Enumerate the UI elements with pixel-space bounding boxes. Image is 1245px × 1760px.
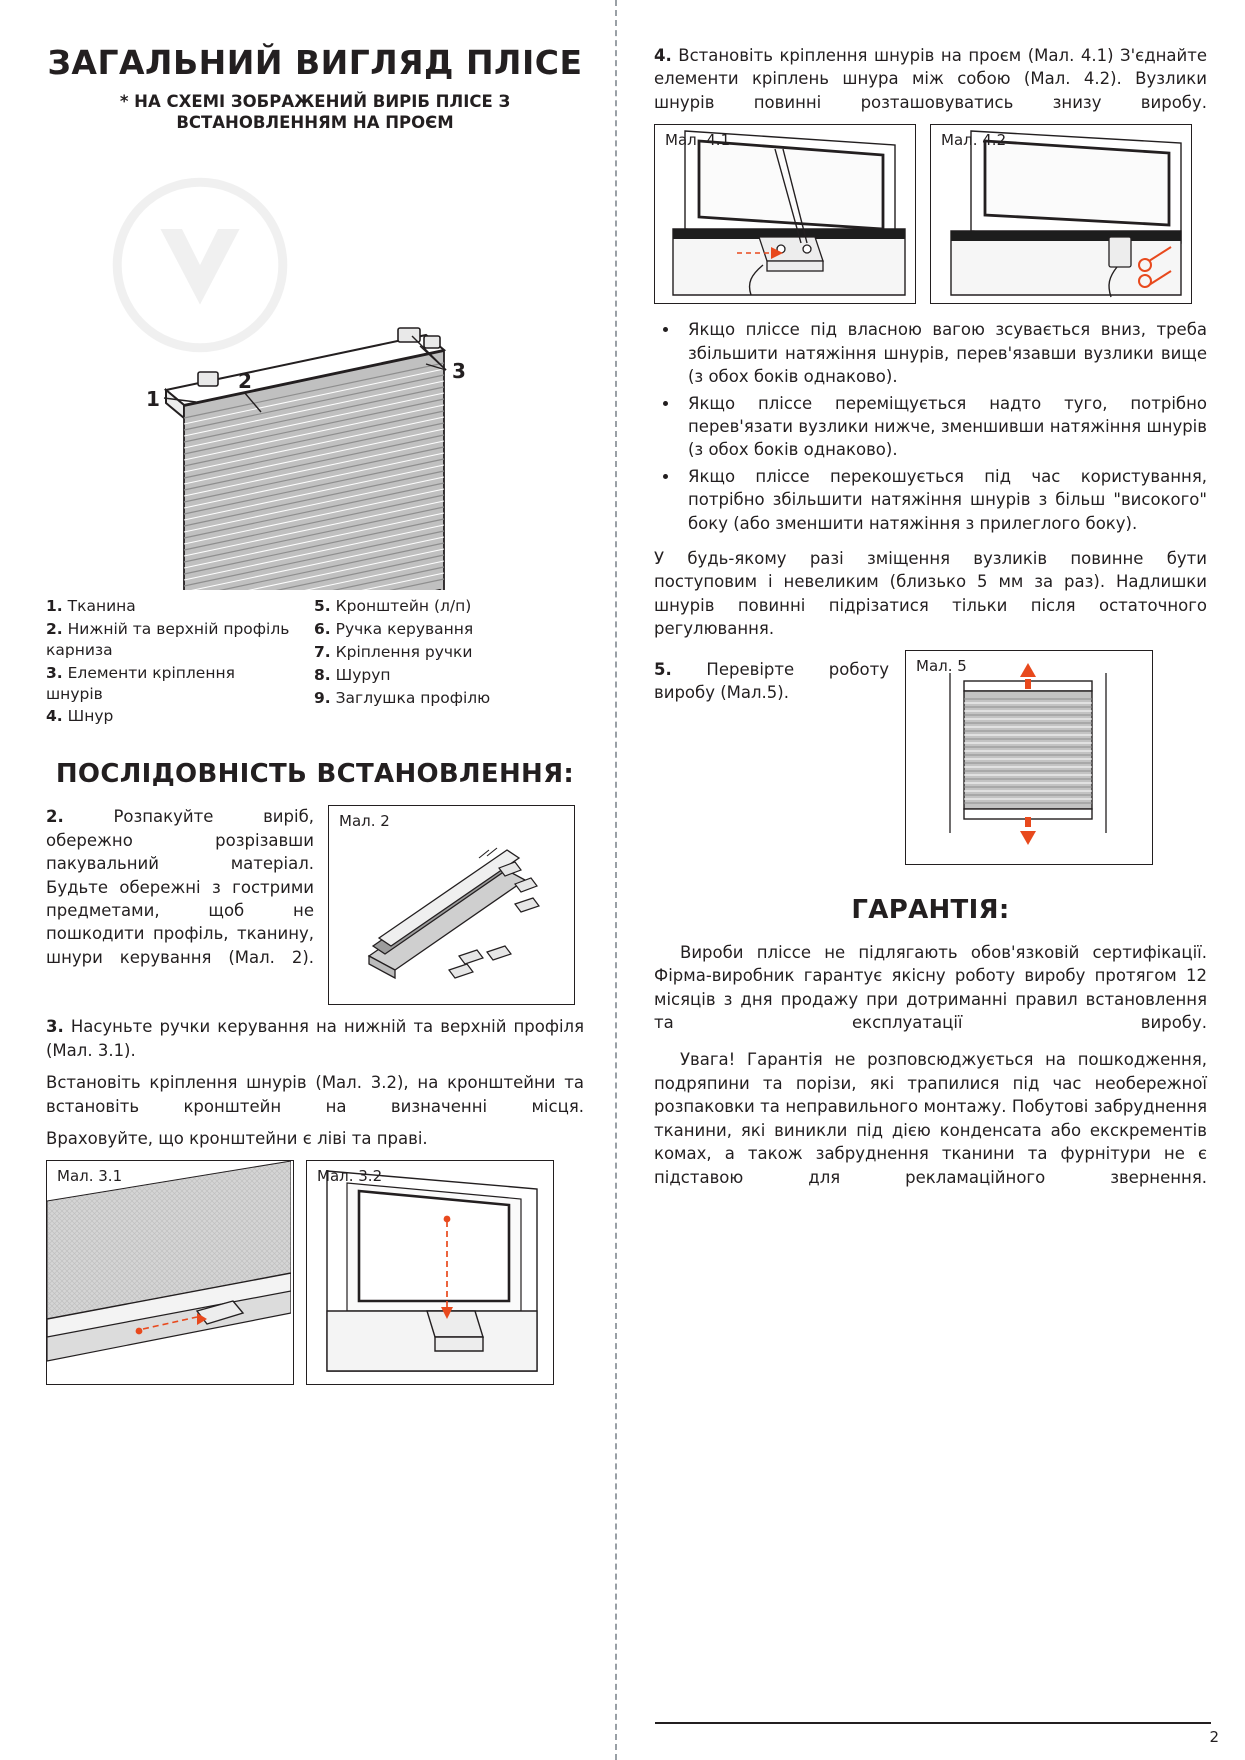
legend-item: 4. Шнур xyxy=(46,707,114,726)
step-3-paragraph-3: Враховуйте, що кронштейни є ліві та праві. xyxy=(46,1129,428,1149)
bullet-item: • Якщо пліссе перекошується під час користування, потрібно збільшити натяжіння шнурів з більш "високого" боку (або зменшити натяжіння з прилеглого боку). xyxy=(680,465,1207,535)
figure-5 xyxy=(905,650,1153,865)
right-column xyxy=(620,0,1245,1760)
figure-4-2-caption: Мал. 4.2 xyxy=(941,131,1007,150)
figures-3-row xyxy=(46,1160,584,1385)
figure-5-caption: Мал. 5 xyxy=(916,656,967,675)
figure-2-caption: Мал. 2 xyxy=(339,812,390,831)
figure-4-1 xyxy=(654,124,916,304)
step-5-text: Перевірте роботу виробу (Мал.5). xyxy=(654,659,889,703)
legend-item: 9. Заглушка профілю xyxy=(314,688,491,707)
installation-sequence-heading: ПОСЛІДОВНІСТЬ ВСТАНОВЛЕННЯ: xyxy=(55,759,575,790)
warranty-paragraph-2: Увага! Гарантія не розповсюджується на пошкодження, подряпини та порізи, які трапилися під час необережної розпаковки та неправильного монтажу. Побутові забруднення тканини, які виникли під дією конденсата або екскрементів комах, а також забруднення тканини та фурнітури не є підставою для рекламаційного звернення. xyxy=(654,1050,1207,1187)
footer-rule xyxy=(655,1722,1211,1724)
figure-3-2 xyxy=(306,1160,554,1385)
page-title: ЗАГАЛЬНИЙ ВИГЛЯД ПЛІСЕ xyxy=(47,43,583,82)
step-4-number: 4. xyxy=(654,46,672,65)
step-3-paragraph-1 xyxy=(46,1015,584,1062)
page-number: 2 xyxy=(1209,1728,1219,1746)
figure-3-1 xyxy=(46,1160,294,1385)
adjustment-bullet-list xyxy=(654,318,1207,535)
figure-5-illustration xyxy=(906,651,1150,862)
step-5-paragraph xyxy=(654,658,889,705)
figure-3-2-illustration xyxy=(307,1161,551,1382)
legend xyxy=(46,596,584,730)
step-2-text-wrap xyxy=(46,805,314,978)
page-subtitle: * НА СХЕМІ ЗОБРАЖЕНИЙ ВИРІБ ПЛІСЕ З ВСТАНОВЛЕННЯМ НА ПРОЄМ xyxy=(119,91,511,133)
warranty-heading: ГАРАНТІЯ: xyxy=(851,894,1010,925)
figure-2 xyxy=(328,805,575,1005)
legend-item: 8. Шуруп xyxy=(314,665,391,684)
step-5-text-wrap xyxy=(654,650,889,714)
legend-column-2 xyxy=(314,596,574,730)
svg-text:1: 1 xyxy=(146,386,160,411)
step-2-block xyxy=(46,805,584,1005)
step-3-number: 3. xyxy=(46,1017,64,1037)
svg-text:2: 2 xyxy=(238,368,252,393)
bullet-item: • Якщо пліссе під власною вагою зсувається вниз, треба збільшити натяжіння шнурів, перев'язавши вузлики вище (з обох боків однаково). xyxy=(680,318,1207,388)
legend-item: 5. Кронштейн (л/п) xyxy=(314,596,472,615)
step-3-text-1: Насуньте ручки керування на нижній та верхній профіля (Мал. 3.1). xyxy=(46,1017,584,1060)
step-2-number: 2. xyxy=(46,807,64,827)
bullet-item: • Якщо пліссе переміщується надто туго, потрібно перев'язати вузлики нижче, зменшивши натяжіння шнурів (з обох боків однаково). xyxy=(680,392,1207,462)
legend-column-1 xyxy=(46,596,296,730)
figure-4-2-illustration xyxy=(931,125,1189,301)
figure-3-1-illustration xyxy=(47,1161,291,1382)
figure-4-1-illustration xyxy=(655,125,913,301)
left-column xyxy=(0,0,620,1760)
figure-3-2-caption: Мал. 3.2 xyxy=(317,1167,383,1186)
figures-4-row xyxy=(654,124,1207,304)
step-2-paragraph xyxy=(46,805,314,969)
step-4-paragraph xyxy=(654,44,1207,114)
legend-item: 2. Нижній та верхній профіль карниза xyxy=(46,619,290,659)
product-overview-figure xyxy=(46,140,584,590)
figure-2-illustration xyxy=(329,806,573,1002)
figure-4-2 xyxy=(930,124,1192,304)
legend-item: 6. Ручка керування xyxy=(314,619,474,638)
legend-item: 1. Тканина xyxy=(46,596,136,615)
plisse-diagram xyxy=(46,140,576,590)
step-5-number: 5. xyxy=(654,659,672,679)
legend-item: 7. Кріплення ручки xyxy=(314,642,473,661)
step-3-paragraph-2: Встановіть кріплення шнурів (Мал. 3.2), на кронштейни та встановіть кронштейн на визначенні місця. xyxy=(46,1073,584,1116)
figure-3-1-caption: Мал. 3.1 xyxy=(57,1167,123,1186)
adjustment-note: У будь-якому разі зміщення вузликів повинне бути поступовим і невеликим (близько 5 мм за раз). Надлишки шнурів повинні підрізатися тільки після остаточного регулювання. xyxy=(654,549,1207,639)
step-2-text: Розпакуйте виріб, обережно розрізавши пакувальний матеріал. Будьте обережні з гострими предметами, щоб не пошкодити профіль, тканину, шнури керування (Мал. 2). xyxy=(46,807,315,967)
svg-text:3: 3 xyxy=(452,358,466,383)
step-4-text: Встановіть кріплення шнурів на проєм (Мал. 4.1) З'єднайте елементи кріплень шнура між собою (Мал. 4.2). Вузлики шнурів повинні розташовуватись знизу виробу. xyxy=(654,46,1207,112)
figure-4-1-caption: Мал. 4.1 xyxy=(665,131,731,150)
warranty-paragraph-1: Вироби пліссе не підлягають обов'язковій сертифікації. Фірма-виробник гарантує якісну роботу виробу протягом 12 місяців з дня продажу при дотриманні правил встановлення та експлуатації виробу. xyxy=(654,942,1207,1033)
step-5-row xyxy=(654,650,1207,865)
legend-item: 3. Елементи кріплення шнурів xyxy=(46,663,235,703)
